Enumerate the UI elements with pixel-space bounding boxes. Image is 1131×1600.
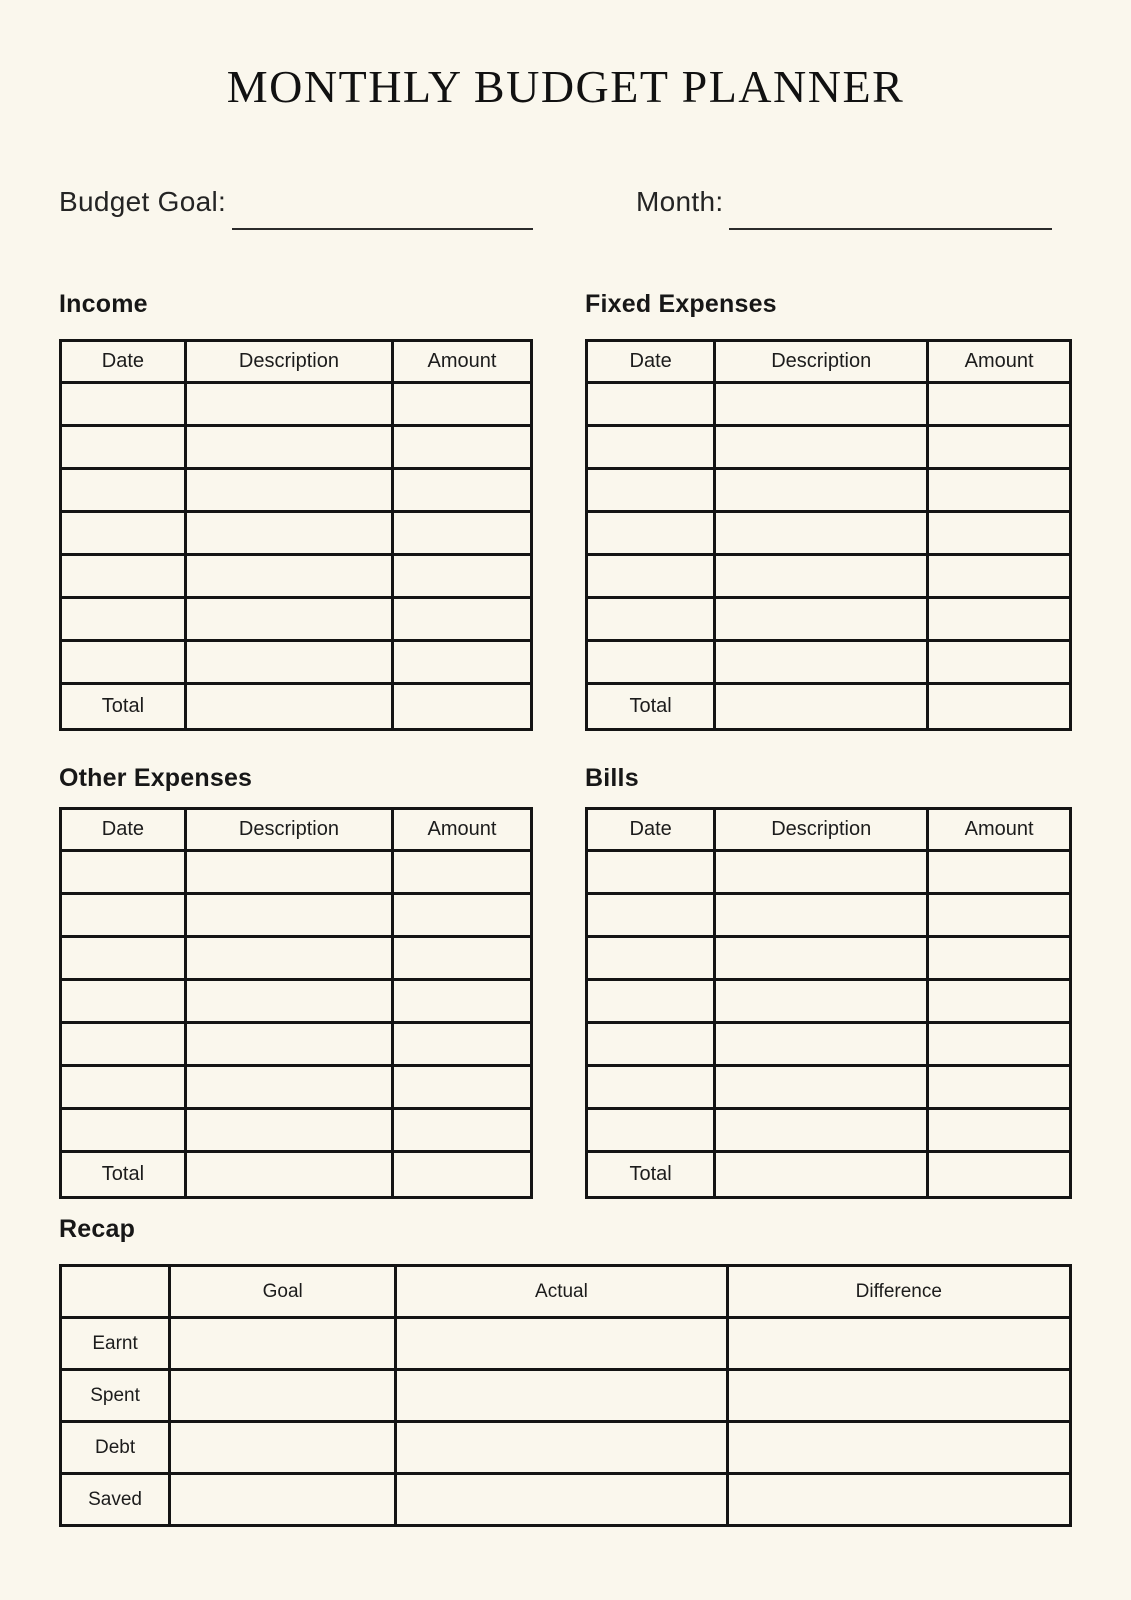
- empty-description-cell: [185, 894, 392, 937]
- recap-table: [59, 1264, 1072, 1527]
- empty-amount-cell: [393, 426, 532, 469]
- recap-row-spent: [61, 1370, 1071, 1422]
- col-header-date: Date: [587, 809, 715, 851]
- empty-date-cell: [61, 512, 186, 555]
- recap-actual-cell: [396, 1370, 727, 1422]
- empty-date-cell: [587, 980, 715, 1023]
- total-amount-cell: [928, 684, 1071, 730]
- col-header-date: Date: [587, 341, 715, 383]
- entry-row: [587, 851, 1071, 894]
- empty-amount-cell: [928, 469, 1071, 512]
- empty-description-cell: [185, 555, 392, 598]
- entry-row: [61, 426, 532, 469]
- empty-description-cell: [715, 641, 928, 684]
- empty-amount-cell: [928, 383, 1071, 426]
- bills-table-grid: [585, 807, 1072, 1199]
- empty-amount-cell: [928, 851, 1071, 894]
- empty-description-cell: [715, 851, 928, 894]
- empty-date-cell: [587, 383, 715, 426]
- total-label-cell: Total: [61, 1152, 186, 1198]
- other-expenses-table-grid: [59, 807, 533, 1199]
- empty-amount-cell: [928, 1109, 1071, 1152]
- entry-row: [61, 555, 532, 598]
- empty-description-cell: [185, 598, 392, 641]
- recap-row-debt: [61, 1422, 1071, 1474]
- total-label-cell: Total: [587, 1152, 715, 1198]
- empty-date-cell: [587, 469, 715, 512]
- empty-amount-cell: [928, 1023, 1071, 1066]
- entry-row: [587, 469, 1071, 512]
- ledger-tables-grid: [59, 290, 1072, 1199]
- empty-date-cell: [587, 598, 715, 641]
- empty-date-cell: [61, 894, 186, 937]
- empty-description-cell: [715, 383, 928, 426]
- entry-row: [61, 1023, 532, 1066]
- empty-amount-cell: [393, 894, 532, 937]
- empty-date-cell: [587, 894, 715, 937]
- total-label-cell: Total: [61, 684, 186, 730]
- empty-date-cell: [61, 1066, 186, 1109]
- total-row: [61, 1152, 532, 1198]
- empty-description-cell: [185, 1066, 392, 1109]
- empty-description-cell: [185, 383, 392, 426]
- entry-row: [587, 383, 1071, 426]
- empty-date-cell: [61, 426, 186, 469]
- empty-description-cell: [185, 1023, 392, 1066]
- month-blank-line: [729, 184, 1052, 230]
- col-header-description: Description: [715, 809, 928, 851]
- income-table-grid: [59, 339, 533, 731]
- empty-date-cell: [61, 383, 186, 426]
- recap-row-label: Earnt: [61, 1318, 170, 1370]
- empty-amount-cell: [393, 555, 532, 598]
- recap-grid: [59, 1264, 1072, 1527]
- empty-description-cell: [715, 598, 928, 641]
- empty-date-cell: [61, 1023, 186, 1066]
- empty-description-cell: [185, 937, 392, 980]
- entry-row: [587, 894, 1071, 937]
- total-description-cell: [185, 1152, 392, 1198]
- entry-row: [587, 1109, 1071, 1152]
- recap-col-header-difference: Difference: [727, 1266, 1070, 1318]
- entry-row: [587, 937, 1071, 980]
- empty-date-cell: [61, 598, 186, 641]
- empty-date-cell: [61, 980, 186, 1023]
- entry-row: [61, 641, 532, 684]
- budget-goal-blank-line: [232, 184, 533, 230]
- total-row: [61, 684, 532, 730]
- empty-description-cell: [185, 426, 392, 469]
- total-description-cell: [185, 684, 392, 730]
- col-header-description: Description: [185, 809, 392, 851]
- empty-amount-cell: [393, 383, 532, 426]
- empty-amount-cell: [928, 937, 1071, 980]
- empty-description-cell: [715, 1023, 928, 1066]
- other-expenses-heading: Other Expenses: [59, 764, 253, 792]
- entry-row: [61, 851, 532, 894]
- entry-row: [587, 1066, 1071, 1109]
- empty-description-cell: [185, 512, 392, 555]
- empty-date-cell: [587, 555, 715, 598]
- total-row: [587, 1152, 1071, 1198]
- recap-row-label: Spent: [61, 1370, 170, 1422]
- entry-row: [61, 383, 532, 426]
- empty-date-cell: [61, 851, 186, 894]
- recap-goal-cell: [170, 1422, 396, 1474]
- entry-row: [587, 598, 1071, 641]
- header-row: [61, 809, 532, 851]
- empty-amount-cell: [393, 851, 532, 894]
- empty-description-cell: [715, 469, 928, 512]
- col-header-amount: Amount: [393, 341, 532, 383]
- recap-actual-cell: [396, 1474, 727, 1526]
- month-field: [585, 184, 1072, 230]
- empty-description-cell: [185, 851, 392, 894]
- col-header-amount: Amount: [393, 809, 532, 851]
- recap-col-header-goal: Goal: [170, 1266, 396, 1318]
- empty-amount-cell: [928, 1066, 1071, 1109]
- empty-date-cell: [61, 469, 186, 512]
- empty-amount-cell: [928, 426, 1071, 469]
- recap-row-earnt: [61, 1318, 1071, 1370]
- entry-row: [587, 512, 1071, 555]
- col-header-amount: Amount: [928, 341, 1071, 383]
- col-header-date: Date: [61, 341, 186, 383]
- entry-row: [61, 1109, 532, 1152]
- bills-heading: Bills: [585, 764, 639, 792]
- bills-table: [585, 807, 1072, 1199]
- bills-section: [585, 764, 1072, 1199]
- empty-date-cell: [587, 851, 715, 894]
- fixed-expenses-table-grid: [585, 339, 1072, 731]
- header-row: [587, 809, 1071, 851]
- entry-row: [61, 980, 532, 1023]
- col-header-description: Description: [185, 341, 392, 383]
- recap-difference-cell: [727, 1370, 1070, 1422]
- empty-amount-cell: [393, 1066, 532, 1109]
- empty-date-cell: [587, 937, 715, 980]
- empty-amount-cell: [928, 641, 1071, 684]
- empty-description-cell: [185, 469, 392, 512]
- fixed-expenses-heading: Fixed Expenses: [585, 290, 777, 318]
- empty-amount-cell: [928, 555, 1071, 598]
- empty-date-cell: [587, 512, 715, 555]
- empty-amount-cell: [393, 598, 532, 641]
- empty-amount-cell: [393, 641, 532, 684]
- empty-amount-cell: [928, 894, 1071, 937]
- empty-description-cell: [715, 1066, 928, 1109]
- recap-corner-cell: [61, 1266, 170, 1318]
- empty-date-cell: [587, 426, 715, 469]
- total-amount-cell: [393, 684, 532, 730]
- total-amount-cell: [393, 1152, 532, 1198]
- income-heading: Income: [59, 290, 148, 318]
- empty-amount-cell: [393, 1109, 532, 1152]
- empty-amount-cell: [928, 980, 1071, 1023]
- empty-description-cell: [715, 937, 928, 980]
- recap-row-label: Saved: [61, 1474, 170, 1526]
- month-label: Month:: [636, 186, 724, 217]
- empty-date-cell: [587, 1109, 715, 1152]
- entry-row: [61, 598, 532, 641]
- empty-description-cell: [715, 980, 928, 1023]
- fixed-expenses-section: [585, 290, 1072, 731]
- other-expenses-table: [59, 807, 533, 1199]
- recap-difference-cell: [727, 1474, 1070, 1526]
- empty-description-cell: [715, 555, 928, 598]
- entry-row: [61, 937, 532, 980]
- other-expenses-section: [59, 764, 533, 1199]
- recap-heading: Recap: [59, 1215, 136, 1243]
- empty-date-cell: [61, 937, 186, 980]
- total-label-cell: Total: [587, 684, 715, 730]
- total-amount-cell: [928, 1152, 1071, 1198]
- recap-difference-cell: [727, 1318, 1070, 1370]
- empty-amount-cell: [393, 1023, 532, 1066]
- budget-goal-label: Budget Goal:: [59, 186, 227, 217]
- total-description-cell: [715, 1152, 928, 1198]
- income-table: [59, 339, 533, 731]
- empty-description-cell: [185, 980, 392, 1023]
- empty-description-cell: [185, 641, 392, 684]
- empty-amount-cell: [393, 980, 532, 1023]
- entry-row: [61, 469, 532, 512]
- total-description-cell: [715, 684, 928, 730]
- empty-description-cell: [715, 512, 928, 555]
- recap-actual-cell: [396, 1422, 727, 1474]
- fixed-expenses-table: [585, 339, 1072, 731]
- total-row: [587, 684, 1071, 730]
- entry-row: [587, 1023, 1071, 1066]
- recap-row-label: Debt: [61, 1422, 170, 1474]
- empty-date-cell: [587, 1066, 715, 1109]
- empty-amount-cell: [393, 469, 532, 512]
- empty-description-cell: [715, 426, 928, 469]
- budget-goal-field: [59, 184, 533, 230]
- income-section: [59, 290, 533, 731]
- col-header-amount: Amount: [928, 809, 1071, 851]
- header-row: [587, 341, 1071, 383]
- entry-row: [587, 641, 1071, 684]
- recap-goal-cell: [170, 1318, 396, 1370]
- entry-row: [587, 426, 1071, 469]
- empty-description-cell: [715, 894, 928, 937]
- entry-row: [61, 894, 532, 937]
- recap-col-header-actual: Actual: [396, 1266, 727, 1318]
- empty-amount-cell: [393, 937, 532, 980]
- recap-header-row: [61, 1266, 1071, 1318]
- recap-section: [59, 1215, 1072, 1527]
- empty-date-cell: [61, 641, 186, 684]
- empty-date-cell: [587, 1023, 715, 1066]
- empty-amount-cell: [393, 512, 532, 555]
- recap-difference-cell: [727, 1422, 1070, 1474]
- col-header-description: Description: [715, 341, 928, 383]
- recap-row-saved: [61, 1474, 1071, 1526]
- empty-description-cell: [715, 1109, 928, 1152]
- empty-date-cell: [61, 555, 186, 598]
- empty-amount-cell: [928, 598, 1071, 641]
- recap-goal-cell: [170, 1370, 396, 1422]
- entry-row: [61, 1066, 532, 1109]
- empty-amount-cell: [928, 512, 1071, 555]
- fill-in-fields-row: [59, 184, 1072, 230]
- empty-date-cell: [61, 1109, 186, 1152]
- recap-actual-cell: [396, 1318, 727, 1370]
- entry-row: [587, 980, 1071, 1023]
- entry-row: [587, 555, 1071, 598]
- header-row: [61, 341, 532, 383]
- col-header-date: Date: [61, 809, 186, 851]
- empty-date-cell: [587, 641, 715, 684]
- entry-row: [61, 512, 532, 555]
- empty-description-cell: [185, 1109, 392, 1152]
- page-title: MONTHLY BUDGET PLANNER: [226, 61, 905, 112]
- recap-goal-cell: [170, 1474, 396, 1526]
